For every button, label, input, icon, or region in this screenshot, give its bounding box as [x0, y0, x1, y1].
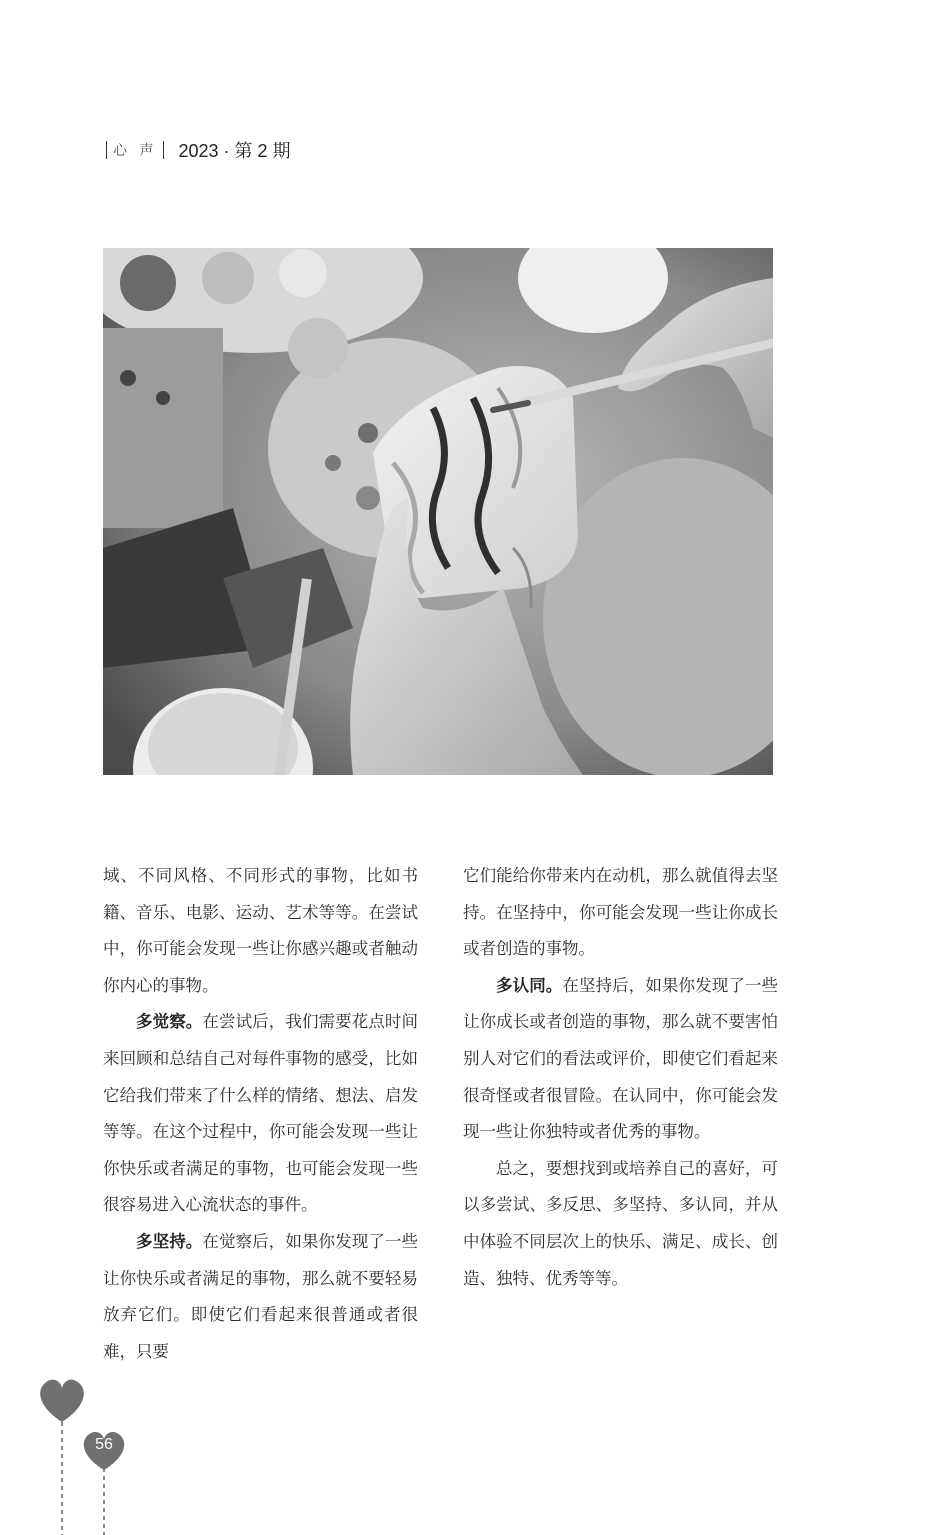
issue-label: 2023 · 第 2 期 — [178, 141, 291, 161]
heart-icon — [40, 1380, 84, 1422]
page-number: 56 — [95, 1436, 113, 1453]
heart-decoration — [0, 1370, 160, 1535]
article-column-left — [103, 858, 418, 1370]
paragraph: 域、不同风格、不同形式的事物，比如书籍、音乐、电影、运动、艺术等等。在尝试中，你可能会发现一些让你感兴趣或者触动你内心的事物。 — [103, 866, 418, 995]
header-divider — [163, 141, 164, 159]
paragraph-awareness: 多觉察。在尝试后，我们需要花点时间来回顾和总结自己对每件事物的感受，比如它给我们带来了什么样的情绪、想法、启发等等。在这个过程中，你可能会发现一些让你快乐或者满足的事物，也可能会发现一些很容易进入心流状态的事件。 — [103, 1012, 418, 1215]
paragraph-summary: 总之，要想找到或培养自己的喜好，可以多尝试、多反思、多坚持、多认同，并从中体验不同层次上的快乐、满足、成长、创造、独特、优秀等等。 — [463, 1158, 778, 1288]
section-heading: 多认同。 — [496, 975, 563, 995]
section-heading: 多觉察。 — [136, 1012, 203, 1032]
article-photo — [103, 248, 773, 775]
running-header — [100, 138, 291, 162]
section-heading: 多坚持。 — [136, 1231, 203, 1251]
article-column-right — [463, 858, 778, 1297]
paragraph-recognition: 多认同。在坚持后，如果你发现了一些让你成长或者创造的事物，那么就不要害怕别人对它们的看法或评价，即使它们看起来很奇怪或者很冒险。在认同中，你可能会发现一些让你独特或者优秀的事物。 — [463, 975, 778, 1142]
paragraph-persistence: 多坚持。在觉察后，如果你发现了一些让你快乐或者满足的事物，那么就不要轻易放弃它们。即使它们看起来很普通或者很难，只要 — [103, 1231, 418, 1361]
paragraph: 它们能给你带来内在动机，那么就值得去坚持。在坚持中，你可能会发现一些让你成长或者创造的事物。 — [463, 866, 778, 959]
ceramic-painting-illustration — [103, 248, 773, 775]
magazine-name: 心 声 — [113, 143, 158, 159]
header-divider — [106, 141, 107, 159]
